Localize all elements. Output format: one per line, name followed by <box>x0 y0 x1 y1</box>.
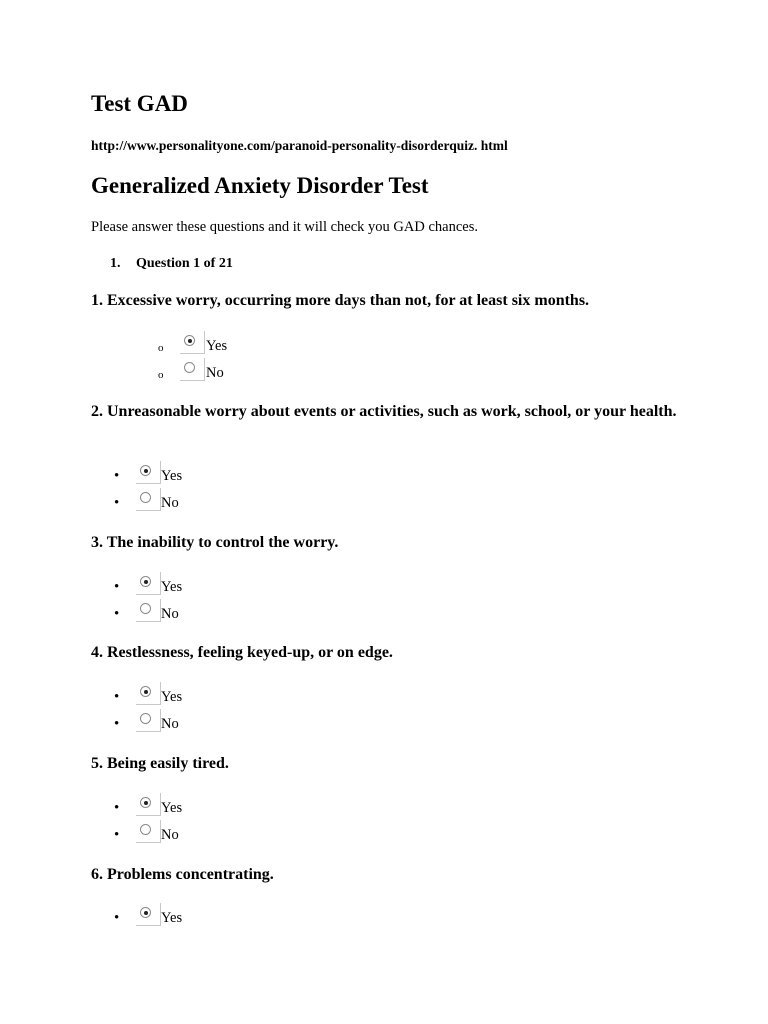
radio-checked-icon[interactable] <box>140 465 151 476</box>
question-text: 3. The inability to control the worry. <box>91 534 339 551</box>
list-bullet-icon: • <box>114 827 120 843</box>
option-label: No <box>161 495 179 511</box>
option-label: No <box>206 365 224 381</box>
question-counter-number: 1. <box>110 256 121 271</box>
radio-checked-icon[interactable] <box>140 907 151 918</box>
list-bullet-icon: • <box>114 716 120 732</box>
radio-checked-icon[interactable] <box>140 576 151 587</box>
list-bullet-icon: o <box>158 342 164 354</box>
radio-checked-icon[interactable] <box>184 335 195 346</box>
radio-option-yes[interactable] <box>180 331 205 354</box>
radio-option-no[interactable] <box>136 820 161 843</box>
option-label: No <box>161 716 179 732</box>
radio-option-no[interactable] <box>136 709 161 732</box>
radio-option-yes[interactable] <box>136 461 161 484</box>
question-counter-text: Question 1 of 21 <box>136 256 233 271</box>
option-label: No <box>161 606 179 622</box>
list-bullet-icon: • <box>114 495 120 511</box>
radio-option-no[interactable] <box>136 599 161 622</box>
radio-option-yes[interactable] <box>136 682 161 705</box>
quiz-title: Generalized Anxiety Disorder Test <box>91 173 429 198</box>
option-label: Yes <box>161 910 183 926</box>
radio-checked-icon[interactable] <box>140 686 151 697</box>
question-text: 4. Restlessness, feeling keyed-up, or on edge. <box>91 644 393 661</box>
option-label: Yes <box>206 338 228 354</box>
option-label: Yes <box>161 579 183 595</box>
radio-unchecked-icon[interactable] <box>140 713 151 724</box>
radio-unchecked-icon[interactable] <box>140 492 151 503</box>
radio-unchecked-icon[interactable] <box>184 362 195 373</box>
page-title: Test GAD <box>91 91 188 116</box>
option-label: Yes <box>161 800 183 816</box>
question-counter <box>110 256 233 272</box>
source-url-link[interactable]: http://www.personalityone.com/paranoid-personality-disorderquiz. html <box>91 138 508 153</box>
list-bullet-icon: • <box>114 689 120 705</box>
list-bullet-icon: • <box>114 800 120 816</box>
radio-option-yes[interactable] <box>136 903 161 926</box>
radio-unchecked-icon[interactable] <box>140 824 151 835</box>
option-label: Yes <box>161 689 183 705</box>
list-bullet-icon: • <box>114 606 120 622</box>
radio-option-yes[interactable] <box>136 793 161 816</box>
radio-option-no[interactable] <box>180 358 205 381</box>
list-bullet-icon: o <box>158 369 164 381</box>
option-label: No <box>161 827 179 843</box>
question-text: 5. Being easily tired. <box>91 755 229 772</box>
intro-text: Please answer these questions and it will check you GAD chances. <box>91 219 478 235</box>
radio-option-yes[interactable] <box>136 572 161 595</box>
question-text: 2. Unreasonable worry about events or activities, such as work, school, or your health. <box>91 403 677 420</box>
radio-checked-icon[interactable] <box>140 797 151 808</box>
question-text: 1. Excessive worry, occurring more days than not, for at least six months. <box>91 292 590 309</box>
list-bullet-icon: • <box>114 468 120 484</box>
radio-unchecked-icon[interactable] <box>140 603 151 614</box>
list-bullet-icon: • <box>114 579 120 595</box>
list-bullet-icon: • <box>114 910 120 926</box>
question-text: 6. Problems concentrating. <box>91 866 274 883</box>
option-label: Yes <box>161 468 183 484</box>
radio-option-no[interactable] <box>136 488 161 511</box>
